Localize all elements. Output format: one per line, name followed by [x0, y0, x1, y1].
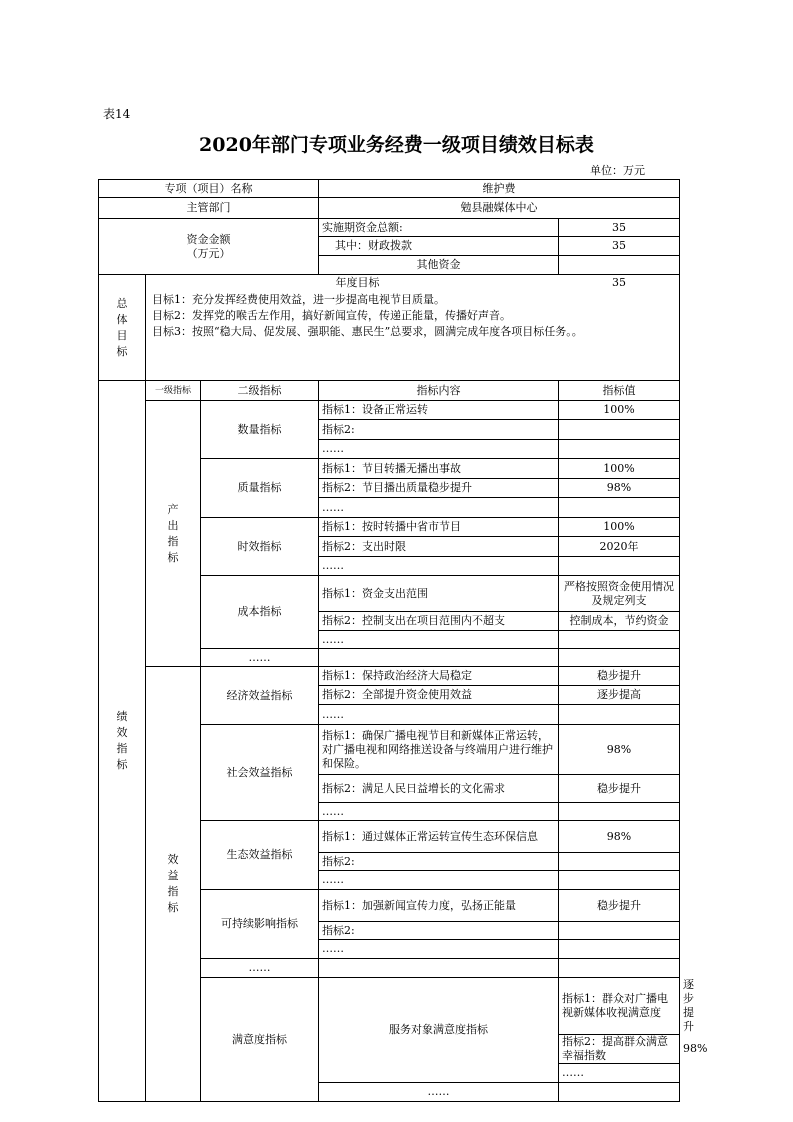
funds-other-value: [559, 256, 680, 275]
eco-label: 生态效益指标: [201, 821, 319, 890]
timeliness-label: 时效指标: [201, 518, 319, 576]
project-name-label: 专项（项目）名称: [99, 180, 319, 198]
table-row: 满意度指标 服务对象满意度指标 指标1：群众对广播电视新媒体收视满意度 逐步提升: [99, 978, 680, 1035]
indicator-value: 2020年: [559, 537, 680, 557]
indicator-value: [559, 705, 680, 725]
indicator-content: 指标2：满足人民日益增长的文化需求: [319, 775, 559, 803]
annual-target-value: 35: [612, 276, 627, 289]
indicator-value: [559, 871, 680, 890]
perf-label: 绩效指标: [116, 710, 128, 771]
overall-goal-row: [99, 275, 680, 381]
indicator-content: ……: [319, 803, 559, 821]
indicator-content: 指标1：按时转播中省市节目: [319, 518, 559, 537]
indicator-content: 指标2:: [319, 922, 559, 940]
indicator-content: 指标1：确保广播电视节目和新媒体正常运转，对广播电视和网络推送设备与终端用户进行维护和保险。: [319, 725, 559, 775]
indicator-content: 指标2：提高群众满意幸福指数: [559, 1035, 680, 1064]
funds-fiscal-value: 35: [559, 237, 680, 256]
indicator-value: [559, 557, 680, 576]
indicator-content: 指标1：设备正常运转: [319, 401, 559, 420]
indicator-content: 指标2：节目播出质量稳步提升: [319, 479, 559, 498]
unit-label: 单位：万元: [590, 164, 645, 177]
department-row: [99, 198, 680, 219]
sustain-label: 可持续影响指标: [201, 890, 319, 959]
department-value: 勉县融媒体中心: [319, 198, 680, 219]
indicator-value: [559, 940, 680, 959]
indicator-value: 逐步提高: [559, 686, 680, 705]
output-more: ……: [201, 649, 319, 667]
indicator-value: 100%: [559, 401, 680, 420]
indicator-value: 98%: [559, 725, 680, 775]
goal-2: 目标2：发挥党的喉舌左作用，搞好新闻宣传，传递正能量，传播好声音。: [152, 309, 511, 322]
satisfaction-label: 满意度指标: [201, 978, 319, 1102]
funds-fiscal-label: 其中：财政拨款: [319, 237, 559, 256]
table-row: [99, 401, 680, 420]
indicator-content: ……: [319, 871, 559, 890]
service-satisfaction-label: 服务对象满意度指标: [319, 978, 559, 1083]
indicator-content: ……: [559, 1064, 680, 1083]
quantity-label: 数量指标: [201, 401, 319, 459]
overall-goal-label: 总体目标: [116, 296, 128, 358]
indicator-value: 98%: [559, 479, 680, 498]
empty-cell: [559, 1083, 680, 1102]
table-number: 表14: [103, 107, 131, 121]
indicator-value: [559, 498, 680, 518]
indicator-content: 指标1：保持政治经济大局稳定: [319, 667, 559, 686]
indicator-content: ……: [319, 940, 559, 959]
output-label-cell: [146, 401, 201, 667]
table-row: [99, 667, 680, 686]
indicator-content: 指标1：资金支出范围: [319, 576, 559, 612]
page-title: 2020年部门专项业务经费一级项目绩效目标表: [199, 134, 594, 156]
indicator-content: 指标2：控制支出在项目范围内不超支: [319, 612, 559, 631]
header-level1: 一级指标: [146, 381, 201, 401]
empty-cell: [319, 959, 559, 978]
header-value: 指标值: [559, 381, 680, 401]
satisfaction-more: ……: [319, 1083, 559, 1102]
indicator-content: 指标2：全部提升资金使用效益: [319, 686, 559, 705]
economic-label: 经济效益指标: [201, 667, 319, 725]
empty-cell: [559, 959, 680, 978]
indicator-content: 指标2:: [319, 853, 559, 871]
performance-target-table: [98, 179, 708, 1102]
indicator-content: 指标1：群众对广播电视新媒体收视满意度: [559, 978, 680, 1035]
indicator-content: 指标2：支出时限: [319, 537, 559, 557]
department-label: 主管部门: [99, 198, 319, 219]
indicator-content: ……: [319, 498, 559, 518]
funds-label-line2: （万元）: [186, 246, 231, 260]
indicator-value: [559, 631, 680, 649]
indicator-content: 指标1：加强新闻宣传力度，弘扬正能量: [319, 890, 559, 922]
indicator-content: 指标2:: [319, 420, 559, 440]
table-row: 指标2：提高群众满意幸福指数 98%: [99, 1035, 680, 1064]
indicator-content: 指标1：通过媒体正常运转宣传生态环保信息: [319, 821, 559, 853]
indicator-value: 控制成本，节约资金: [559, 612, 680, 631]
project-name-row: [99, 180, 680, 198]
annual-target-line: [146, 275, 679, 292]
indicator-content: ……: [319, 440, 559, 459]
annual-target-label: 年度目标: [335, 276, 380, 289]
funds-label: [99, 219, 319, 275]
goal-1: 目标1：充分发挥经费使用效益，进一步提高电视节目质量。: [152, 293, 445, 306]
indicator-value: 100%: [559, 518, 680, 537]
output-label: 产出指标: [167, 502, 179, 564]
indicator-value: 严格按照资金使用情况及规定列支: [559, 576, 680, 612]
quality-label: 质量指标: [201, 459, 319, 518]
overall-goal-content: [146, 275, 680, 381]
empty-cell: [319, 649, 559, 667]
project-name-value: 维护费: [319, 180, 680, 198]
indicator-value: [559, 420, 680, 440]
social-label: 社会效益指标: [201, 725, 319, 821]
indicator-value: [559, 440, 680, 459]
indicator-value: [559, 853, 680, 871]
indicator-value: 稳步提升: [559, 890, 680, 922]
overall-goal-label-cell: [99, 275, 146, 381]
benefit-label-cell: [146, 667, 201, 1102]
header-level2: 二级指标: [201, 381, 319, 401]
indicator-content: ……: [319, 557, 559, 576]
indicator-value: [559, 922, 680, 940]
perf-label-cell: [99, 381, 146, 1102]
indicator-value: 稳步提升: [559, 775, 680, 803]
funds-label-line1: 资金金额: [186, 232, 231, 246]
indicator-content: ……: [319, 705, 559, 725]
indicator-value: 稳步提升: [559, 667, 680, 686]
funds-total-value: 35: [559, 219, 680, 237]
funds-total-label: 实施期资金总额:: [319, 219, 559, 237]
indicator-value: [559, 803, 680, 821]
indicator-value: 98%: [559, 821, 680, 853]
indicator-content: ……: [319, 631, 559, 649]
indicator-value: 100%: [559, 459, 680, 479]
funds-total-row: [99, 219, 680, 237]
header-content: 指标内容: [319, 381, 559, 401]
benefit-more: ……: [201, 959, 319, 978]
benefit-label: 效益指标: [167, 853, 179, 914]
cost-label: 成本指标: [201, 576, 319, 649]
empty-cell: [559, 649, 680, 667]
goal-3: 目标3：按照“稳大局、促发展、强职能、惠民生”总要求，圆满完成年度各项目标任务。。: [152, 325, 583, 338]
indicator-content: 指标1：节目转播无播出事故: [319, 459, 559, 479]
indicator-header-row: [99, 381, 680, 401]
funds-other-label: 其他资金: [319, 256, 559, 275]
